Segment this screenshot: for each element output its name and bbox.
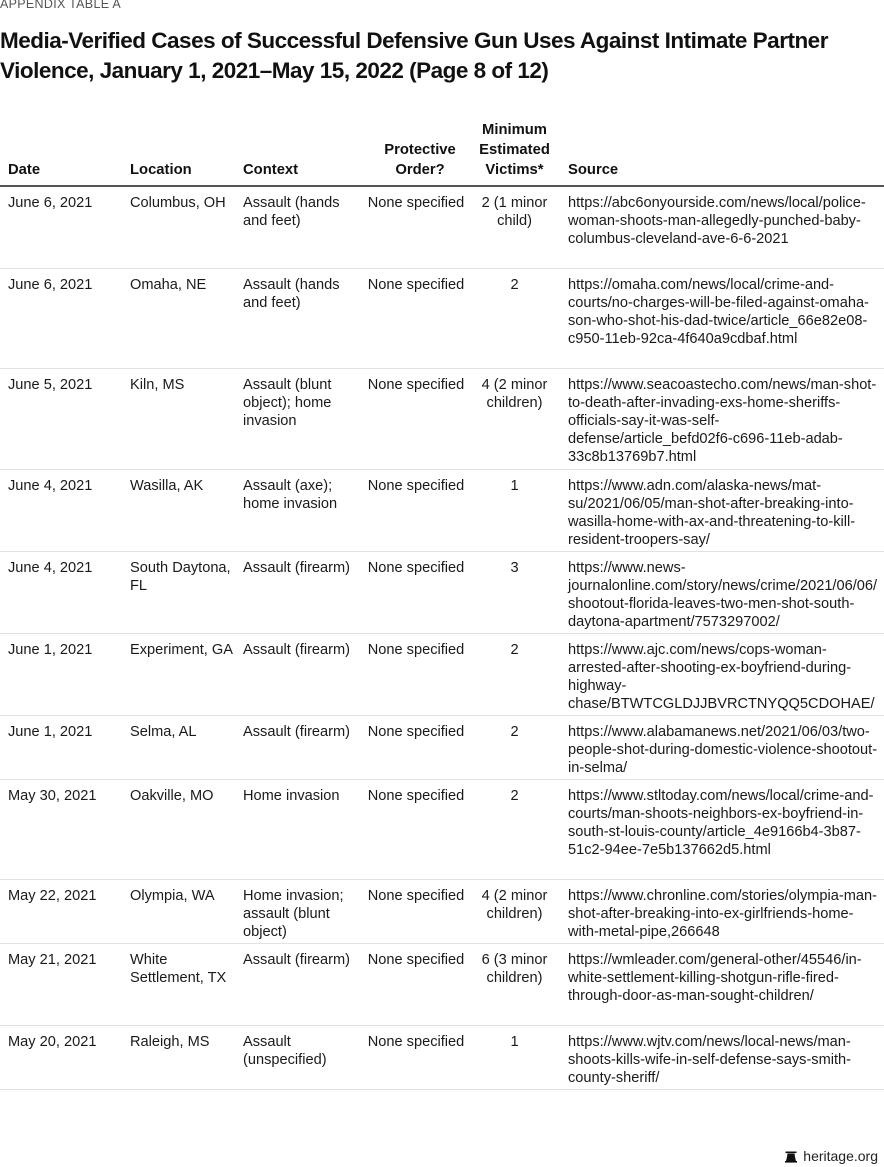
cell-context: Assault (firearm): [235, 715, 363, 779]
cell-location: Oakville, MO: [122, 779, 235, 879]
table-row: [0, 779, 884, 879]
cell-context: Home invasion: [235, 779, 363, 879]
cell-protective-order: None specified: [363, 268, 469, 368]
appendix-label: APPENDIX TABLE A: [0, 0, 122, 11]
cell-source-link[interactable]: https://abc6onyourside.com/news/local/police-woman-shoots-man-allegedly-punched-baby-columbus-cleveland-ave-6-6-2021: [560, 186, 884, 268]
cell-protective-order: None specified: [363, 779, 469, 879]
col-header-source: Source: [560, 116, 884, 186]
liberty-bell-icon: [785, 1150, 797, 1162]
col-header-date: Date: [0, 116, 122, 186]
table-row: [0, 633, 884, 715]
cell-protective-order: None specified: [363, 715, 469, 779]
cell-source-link[interactable]: https://www.chronline.com/stories/olympia-man-shot-after-breaking-into-ex-girlfriends-home-with-metal-pipe,266648: [560, 879, 884, 943]
cell-location: Columbus, OH: [122, 186, 235, 268]
table-row: [0, 469, 884, 551]
cell-location: Experiment, GA: [122, 633, 235, 715]
cell-victims: 4 (2 minor children): [469, 368, 560, 469]
cell-location: South Daytona, FL: [122, 551, 235, 633]
cell-context: Home invasion; assault (blunt object): [235, 879, 363, 943]
cell-victims: 2: [469, 633, 560, 715]
cell-date: June 6, 2021: [0, 186, 122, 268]
cell-victims: 3: [469, 551, 560, 633]
cell-location: Omaha, NE: [122, 268, 235, 368]
footer-branding: [785, 1148, 878, 1164]
cell-source-link[interactable]: https://www.alabamanews.net/2021/06/03/two-people-shot-during-domestic-violence-shootout-in-selma/: [560, 715, 884, 779]
victims-header-line1: Minimum: [482, 122, 547, 138]
cell-date: May 22, 2021: [0, 879, 122, 943]
cell-location: Selma, AL: [122, 715, 235, 779]
table-row: [0, 943, 884, 1025]
cell-protective-order: None specified: [363, 186, 469, 268]
cell-victims: 2: [469, 715, 560, 779]
cell-victims: 2 (1 minor child): [469, 186, 560, 268]
cell-victims: 4 (2 minor children): [469, 879, 560, 943]
cell-location: White Settlement, TX: [122, 943, 235, 1025]
cell-date: June 1, 2021: [0, 715, 122, 779]
cell-context: Assault (firearm): [235, 633, 363, 715]
table-row: [0, 879, 884, 943]
cell-source-link[interactable]: https://www.news-journalonline.com/story/news/crime/2021/06/06/shootout-florida-leaves-two-men-shot-south-daytona-apartment/7573297002/: [560, 551, 884, 633]
cell-date: May 20, 2021: [0, 1025, 122, 1089]
victims-header-line3: Victims*: [485, 162, 544, 178]
cell-source-link[interactable]: https://www.adn.com/alaska-news/mat-su/2021/06/05/man-shot-after-breaking-into-wasilla-home-with-ax-and-threatening-to-kill-resident-troopers-say/: [560, 469, 884, 551]
cell-context: Assault (axe); home invasion: [235, 469, 363, 551]
col-header-victims: [469, 116, 560, 186]
cell-victims: 2: [469, 779, 560, 879]
col-header-context: Context: [235, 116, 363, 186]
cell-victims: 2: [469, 268, 560, 368]
cases-table: [0, 116, 884, 1090]
cell-location: Raleigh, MS: [122, 1025, 235, 1089]
cell-date: June 1, 2021: [0, 633, 122, 715]
cell-protective-order: None specified: [363, 551, 469, 633]
cell-context: Assault (hands and feet): [235, 186, 363, 268]
cell-date: June 4, 2021: [0, 551, 122, 633]
cell-victims: 1: [469, 1025, 560, 1089]
cell-date: June 5, 2021: [0, 368, 122, 469]
cell-location: Wasilla, AK: [122, 469, 235, 551]
table-row: [0, 1025, 884, 1089]
cell-source-link[interactable]: https://wmleader.com/general-other/45546/in-white-settlement-killing-shotgun-rifle-fired-through-door-as-man-sought-children/: [560, 943, 884, 1025]
cell-date: May 21, 2021: [0, 943, 122, 1025]
cell-victims: 6 (3 minor children): [469, 943, 560, 1025]
cell-source-link[interactable]: https://www.ajc.com/news/cops-woman-arrested-after-shooting-ex-boyfriend-during-highway-chase/BTWTCGLDJJBVRCTNYQQ5CDOHAE/: [560, 633, 884, 715]
cell-protective-order: None specified: [363, 1025, 469, 1089]
cell-context: Assault (hands and feet): [235, 268, 363, 368]
cell-protective-order: None specified: [363, 633, 469, 715]
col-header-protective-order: Protective Order?: [363, 116, 469, 186]
table-header-row: [0, 116, 884, 186]
table-row: [0, 715, 884, 779]
cell-date: June 6, 2021: [0, 268, 122, 368]
cell-source-link[interactable]: https://www.seacoastecho.com/news/man-shot-to-death-after-invading-exs-home-sheriffs-officials-say-it-was-self-defense/article_befd02f6-c696-11eb-adab-33c8b13769b7.html: [560, 368, 884, 469]
col-header-location: Location: [122, 116, 235, 186]
cell-source-link[interactable]: https://omaha.com/news/local/crime-and-courts/no-charges-will-be-filed-against-omaha-son-who-shot-his-dad-twice/article_66e82e08-c950-11eb-92ca-4f640a9cdbaf.html: [560, 268, 884, 368]
cell-context: Assault (unspecified): [235, 1025, 363, 1089]
cell-date: June 4, 2021: [0, 469, 122, 551]
cell-source-link[interactable]: https://www.stltoday.com/news/local/crime-and-courts/man-shoots-neighbors-ex-boyfriend-in-south-st-louis-county/article_4e9166b4-3b87-51c2-94ee-7e5b137662d5.html: [560, 779, 884, 879]
table-row: [0, 551, 884, 633]
table-row: [0, 368, 884, 469]
table-row: [0, 186, 884, 268]
cell-protective-order: None specified: [363, 469, 469, 551]
victims-header-line2: Estimated: [479, 142, 550, 158]
table-row: [0, 268, 884, 368]
cell-protective-order: None specified: [363, 368, 469, 469]
site-url[interactable]: heritage.org: [803, 1148, 878, 1164]
cell-protective-order: None specified: [363, 943, 469, 1025]
cell-location: Kiln, MS: [122, 368, 235, 469]
cell-victims: 1: [469, 469, 560, 551]
cell-location: Olympia, WA: [122, 879, 235, 943]
page-title: Media-Verified Cases of Successful Defensive Gun Uses Against Intimate Partner Violence, January 1, 2021–May 15, 2022 (Page 8 of 12): [0, 28, 828, 83]
cell-source-link[interactable]: https://www.wjtv.com/news/local-news/man-shoots-kills-wife-in-self-defense-says-smith-county-sheriff/: [560, 1025, 884, 1089]
cell-context: Assault (firearm): [235, 551, 363, 633]
cell-context: Assault (firearm): [235, 943, 363, 1025]
cell-protective-order: None specified: [363, 879, 469, 943]
cell-context: Assault (blunt object); home invasion: [235, 368, 363, 469]
cell-date: May 30, 2021: [0, 779, 122, 879]
